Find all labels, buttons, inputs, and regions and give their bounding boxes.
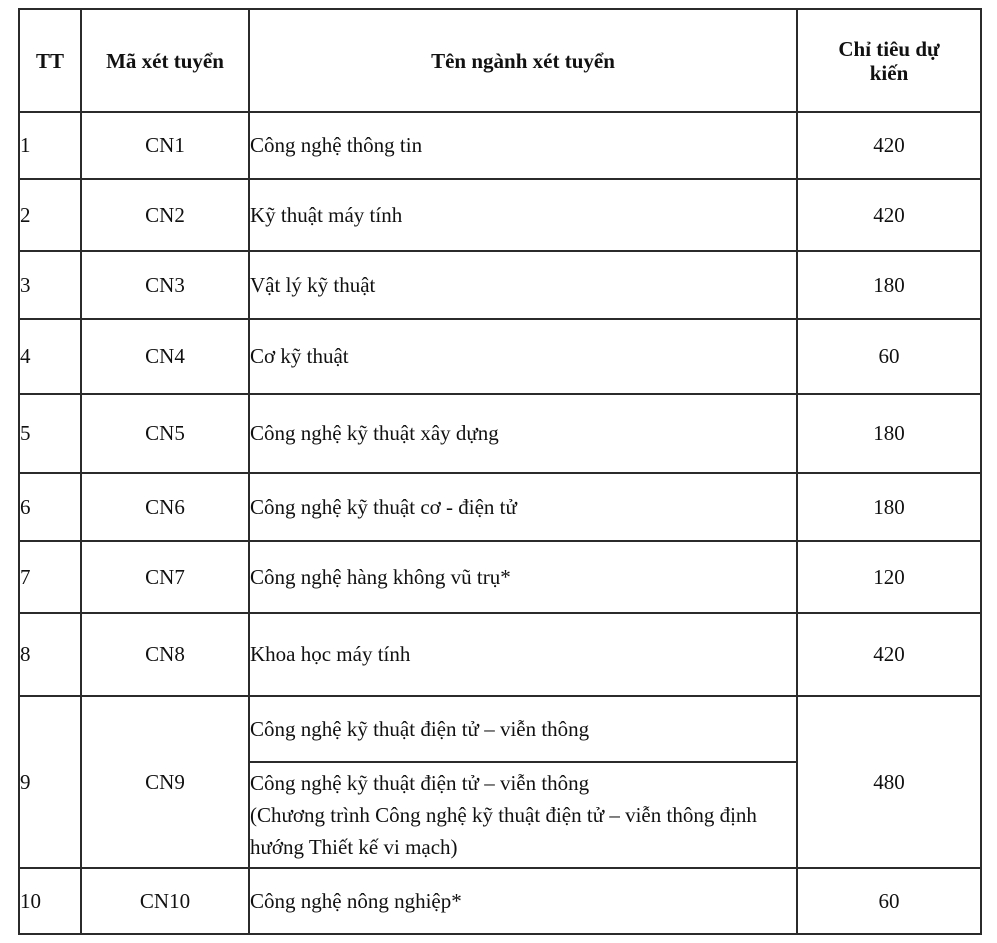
- row-tt: 4: [19, 319, 81, 394]
- row-code: CN2: [81, 179, 249, 251]
- row-tt: 1: [19, 112, 81, 179]
- header-quota: [797, 9, 981, 112]
- header-name: Tên ngành xét tuyển: [249, 9, 797, 112]
- row-code: CN10: [81, 868, 249, 934]
- table-row: [19, 696, 981, 762]
- table-row: [19, 251, 981, 319]
- table-row: [19, 541, 981, 613]
- table-row: [19, 613, 981, 696]
- header-tt: TT: [19, 9, 81, 112]
- table-row: [19, 394, 981, 473]
- row-quota: 180: [797, 473, 981, 541]
- row-code: CN8: [81, 613, 249, 696]
- row-quota: 120: [797, 541, 981, 613]
- row-name-program: [249, 762, 797, 868]
- row-tt: 3: [19, 251, 81, 319]
- row-name: Công nghệ nông nghiệp*: [249, 868, 797, 934]
- row-tt: 5: [19, 394, 81, 473]
- row-name: Kỹ thuật máy tính: [249, 179, 797, 251]
- row-name: Cơ kỹ thuật: [249, 319, 797, 394]
- row-quota: 420: [797, 179, 981, 251]
- row-name: Công nghệ kỹ thuật xây dựng: [249, 394, 797, 473]
- header-code: Mã xét tuyển: [81, 9, 249, 112]
- table-row: [19, 319, 981, 394]
- row-name: Công nghệ kỹ thuật điện tử – viễn thông: [249, 696, 797, 762]
- row-code: CN6: [81, 473, 249, 541]
- row-code: CN7: [81, 541, 249, 613]
- row-tt: 8: [19, 613, 81, 696]
- row-tt: 6: [19, 473, 81, 541]
- row-quota: 420: [797, 613, 981, 696]
- row-tt: 2: [19, 179, 81, 251]
- row-code: CN9: [81, 696, 249, 868]
- row-quota: 420: [797, 112, 981, 179]
- admissions-quota-table: [18, 8, 982, 935]
- table-row: [19, 868, 981, 934]
- row-code: CN4: [81, 319, 249, 394]
- row-name: Công nghệ hàng không vũ trụ*: [249, 541, 797, 613]
- program-note: (Chương trình Công nghệ kỹ thuật điện tử – viễn thông định hướng Thiết kế vi mạch): [250, 803, 757, 859]
- row-quota: 480: [797, 696, 981, 868]
- row-name: Vật lý kỹ thuật: [249, 251, 797, 319]
- header-quota-label: Chỉ tiêu dự kiến: [838, 36, 940, 85]
- row-quota: 60: [797, 319, 981, 394]
- header-row: [19, 9, 981, 112]
- row-tt: 9: [19, 696, 81, 868]
- table-row: [19, 112, 981, 179]
- row-quota: 180: [797, 394, 981, 473]
- table-row: [19, 473, 981, 541]
- table-row: [19, 179, 981, 251]
- row-tt: 10: [19, 868, 81, 934]
- row-name: Công nghệ kỹ thuật cơ - điện tử: [249, 473, 797, 541]
- row-code: CN1: [81, 112, 249, 179]
- program-name: Công nghệ kỹ thuật điện tử – viễn thông: [250, 771, 590, 795]
- row-tt: 7: [19, 541, 81, 613]
- row-code: CN3: [81, 251, 249, 319]
- row-code: CN5: [81, 394, 249, 473]
- row-quota: 180: [797, 251, 981, 319]
- row-name: Công nghệ thông tin: [249, 112, 797, 179]
- row-name: Khoa học máy tính: [249, 613, 797, 696]
- row-quota: 60: [797, 868, 981, 934]
